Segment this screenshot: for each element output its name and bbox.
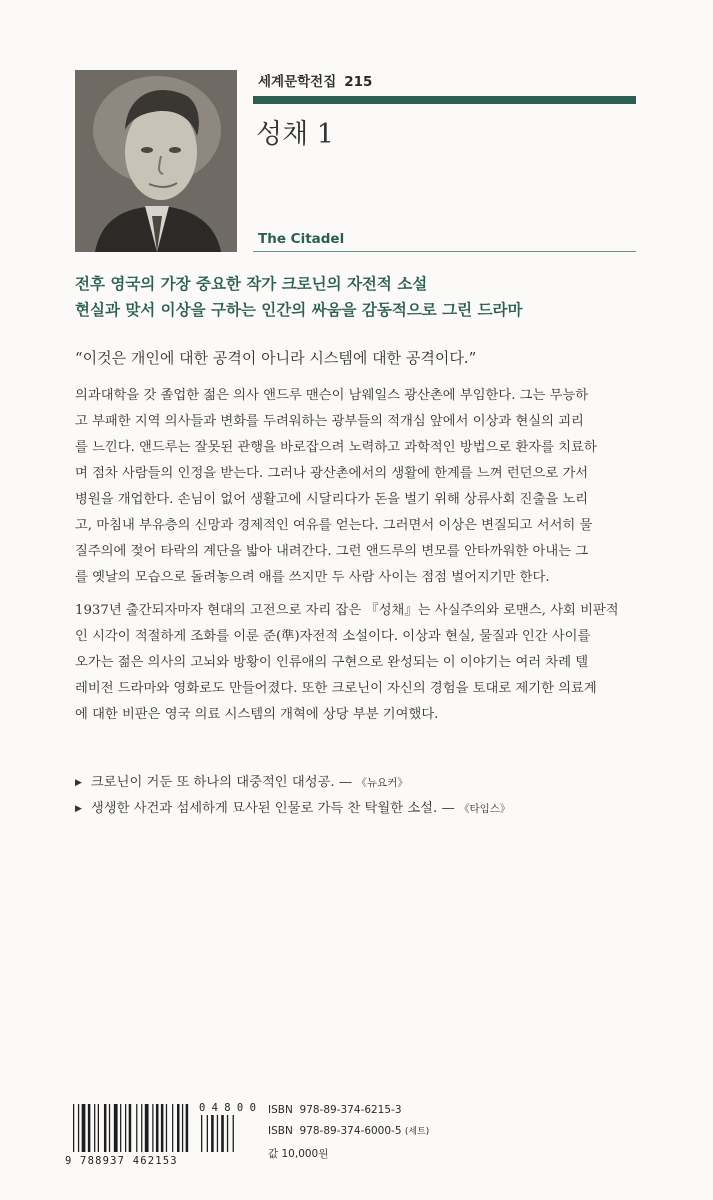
barcode-digits: 9 788937 462153: [65, 1155, 178, 1166]
barcode-bar: [82, 1104, 86, 1152]
barcode-bar: [186, 1104, 189, 1152]
barcode-addon-bar: [201, 1115, 202, 1152]
review-text: 크로닌이 거둔 또 하나의 대중적인 대성공. —: [90, 775, 353, 790]
barcode-addon-bar: [221, 1115, 224, 1152]
barcode-bar: [141, 1104, 142, 1152]
barcode-bar: [161, 1104, 164, 1152]
barcode-bar: [182, 1104, 183, 1152]
text-line: 병원을 개업한다. 손님이 없어 생활고에 시달리다가 돈을 벌기 위해 상류사회 진출을 노리: [75, 492, 589, 507]
barcode-addon-bar: [233, 1115, 234, 1152]
text-line: 고 부패한 지역 의사들과 변화를 두려워하는 광부들의 적개심 앞에서 이상과 현실의 괴리: [75, 414, 584, 429]
barcode-bar: [152, 1104, 153, 1152]
triangle-bullet-icon: ▶: [75, 804, 82, 814]
barcode-bar: [120, 1104, 121, 1152]
barcode-addon-bar: [227, 1115, 228, 1152]
barcode-addon-bar: [207, 1115, 208, 1152]
text-line: 인 시각이 적절하게 조화를 이룬 준(準)자전적 소설이다. 이상과 현실, 물질과 인간 사이를: [75, 629, 591, 644]
text-line: 를 느낀다. 앤드루는 잘못된 관행을 바로잡으려 노력하고 과학적인 방법으로 환자를 치료하: [75, 440, 597, 455]
isbn-volume: [268, 1104, 402, 1116]
original-title: The Citadel: [258, 231, 345, 247]
barcode-bar: [104, 1104, 107, 1152]
barcode-bar: [172, 1104, 173, 1152]
review-source: 《타임스》: [459, 803, 511, 815]
text-line: 오가는 젊은 의사의 고뇌와 방황이 인류애의 구현으로 완성되는 이 이야기는 여러 차례 텔: [75, 655, 589, 670]
series-name: 세계문학전집: [258, 74, 337, 90]
barcode-bar: [98, 1104, 99, 1152]
barcode-bar: [156, 1104, 159, 1152]
tagline-2: 현실과 맞서 이상을 구하는 인간의 싸움을 감동적으로 그린 드라마: [75, 301, 523, 319]
text-line: 를 옛날의 모습으로 돌려놓으려 애를 쓰지만 두 사람 사이는 점점 벌어지기만 한다.: [75, 570, 550, 585]
review-item: [75, 797, 510, 816]
barcode-bar: [166, 1104, 167, 1152]
barcode-bar: [177, 1104, 180, 1152]
text-line: 레비전 드라마와 영화로도 만들어졌다. 또한 크로닌이 자신의 경험을 토대로 제기한 의료계: [75, 681, 597, 696]
review-text: 생생한 사건과 섬세하게 묘사된 인물로 가득 찬 탁월한 소설. —: [90, 801, 455, 816]
text-line: 1937년 출간되자마자 현대의 고전으로 자리 잡은 『성채』는 사실주의와 로맨스, 사회 비판적: [75, 603, 619, 618]
price: [268, 1146, 328, 1161]
review-item: [75, 771, 408, 790]
barcode-bar: [136, 1104, 137, 1152]
barcode-bar: [109, 1104, 110, 1152]
header-bar: [253, 96, 636, 104]
price-value: 10,000원: [281, 1148, 329, 1160]
barcode-addon: 0 4 8 0 0: [199, 1102, 256, 1114]
isbn-set: [268, 1124, 429, 1137]
background-paragraph: [75, 598, 640, 728]
series-number: 215: [344, 74, 373, 90]
isbn-barcode: [63, 1102, 261, 1166]
barcode-bar: [145, 1104, 149, 1152]
text-line: 질주의에 젖어 타락의 계단을 밟아 내려간다. 그런 앤드루의 변모를 안타까워한 아내는 그: [75, 544, 589, 559]
triangle-bullet-icon: ▶: [75, 778, 82, 788]
book-title: 성채 1: [256, 119, 334, 150]
header-rule: [253, 251, 636, 252]
barcode-bar: [125, 1104, 126, 1152]
isbn-label: ISBN: [268, 1125, 293, 1137]
barcode-bar: [78, 1104, 79, 1152]
text-line: 의과대학을 갓 졸업한 젊은 의사 앤드루 맨슨이 남웨일스 광산촌에 부임한다. 그는 무능하: [75, 388, 589, 403]
price-label: 값: [268, 1148, 279, 1160]
barcode-addon-bar: [211, 1115, 214, 1152]
pull-quote: “이것은 개인에 대한 공격이 아니라 시스템에 대한 공격이다.”: [75, 349, 477, 367]
isbn-volume-number: 978-89-374-6215-3: [299, 1104, 402, 1116]
author-photo: [75, 70, 237, 252]
barcode-addon-bar: [217, 1115, 218, 1152]
barcode-bar: [88, 1104, 91, 1152]
isbn-label: ISBN: [268, 1104, 293, 1116]
series-label: [258, 70, 372, 90]
text-line: 에 대한 비판은 영국 의료 시스템의 개혁에 상당 부분 기여했다.: [75, 707, 439, 722]
isbn-set-note: (세트): [404, 1127, 430, 1137]
text-line: 고, 마침내 부유층의 신망과 경제적인 여유를 얻는다. 그러면서 이상은 변질되고 서서히 물: [75, 518, 593, 533]
barcode-bar: [73, 1104, 74, 1152]
barcode-bar: [129, 1104, 132, 1152]
isbn-set-number: 978-89-374-6000-5: [299, 1125, 402, 1137]
text-line: 며 점차 사람들의 인정을 받는다. 그러나 광산촌에서의 생활에 한계를 느껴 런던으로 가서: [75, 466, 589, 481]
tagline-1: 전후 영국의 가장 중요한 작가 크로닌의 자전적 소설: [75, 275, 428, 293]
barcode-bar: [94, 1104, 95, 1152]
review-source: 《뉴요커》: [356, 777, 408, 789]
barcode-bar: [114, 1104, 118, 1152]
synopsis-paragraph: [75, 383, 640, 591]
